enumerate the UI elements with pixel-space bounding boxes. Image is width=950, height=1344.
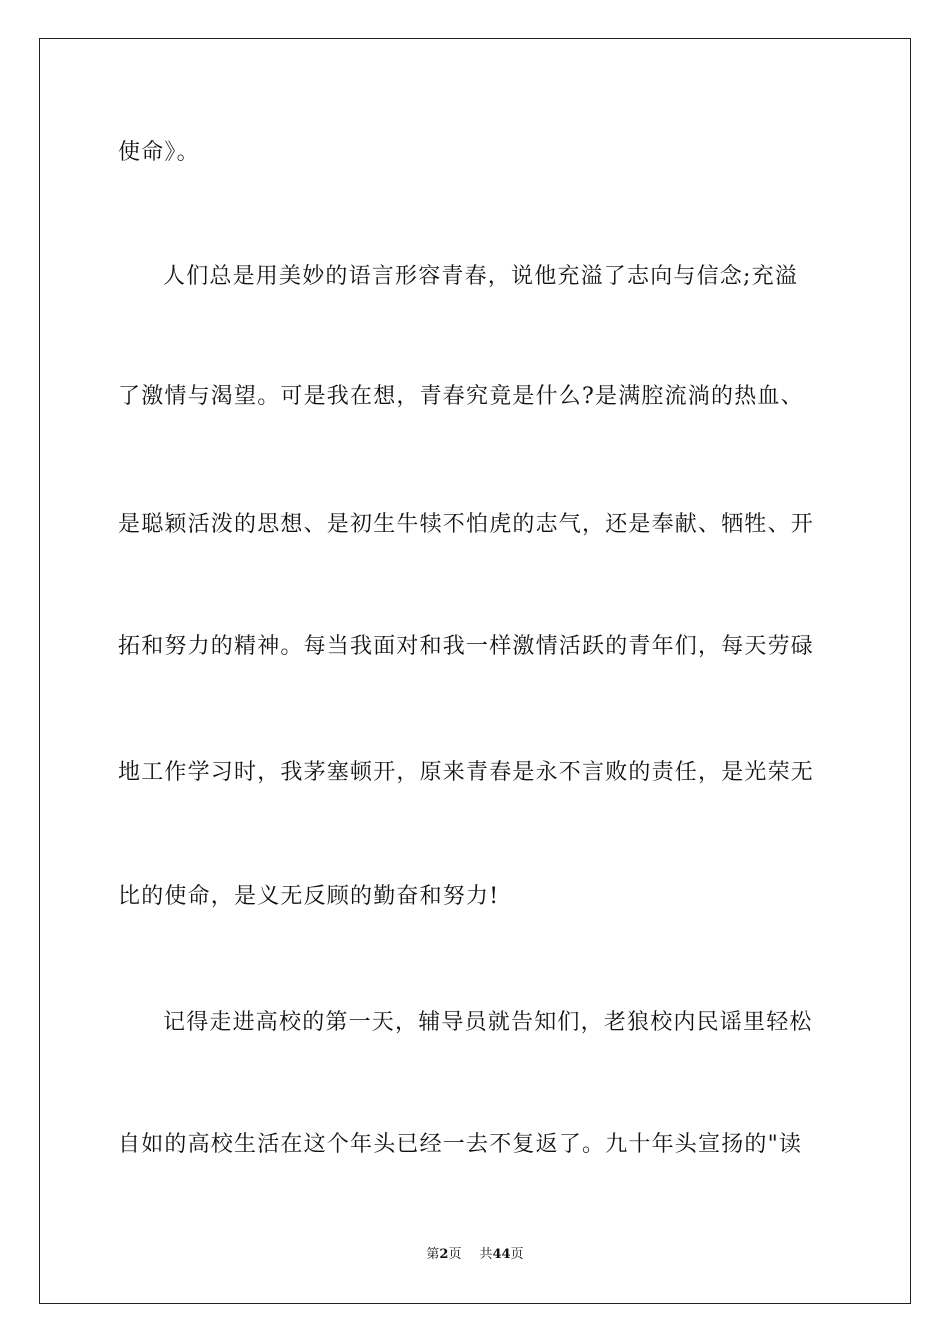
footer-total-number: 44 [492, 1247, 511, 1262]
footer-total-suffix: 页 [510, 1247, 524, 1262]
text-line-1: 使命》。 [118, 140, 200, 165]
text-line-7: 比的使命，是义无反顾的勤奋和努力! [118, 884, 500, 909]
text-line-6: 地工作学习时，我茅塞顿开，原来青春是永不言败的责任，是光荣无 [118, 760, 815, 785]
text-line-3: 了激情与渴望。可是我在想，青春究竟是什么?是满腔流淌的热血、 [118, 384, 804, 409]
footer-total-prefix: 共 [479, 1247, 493, 1262]
text-line-9: 自如的高校生活在这个年头已经一去不复返了。九十年头宣扬的"读 [118, 1132, 803, 1157]
text-line-4: 是聪颖活泼的思想、是初生牛犊不怕虎的志气，还是奉献、牺牲、开 [118, 512, 815, 537]
text-line-8: 记得走进高校的第一天，辅导员就告知们，老狼校内民谣里轻松 [163, 1010, 813, 1035]
page-border [39, 38, 911, 1304]
text-line-5: 拓和努力的精神。每当我面对和我一样激情活跃的青年们，每天劳碌 [118, 634, 815, 659]
page-footer [0, 1246, 950, 1264]
footer-page-number: 2 [439, 1247, 449, 1262]
footer-page-prefix: 第 [426, 1247, 440, 1262]
footer-page-suffix: 页 [448, 1247, 462, 1262]
text-line-2: 人们总是用美妙的语言形容青春，说他充溢了志向与信念;充溢 [163, 264, 799, 289]
